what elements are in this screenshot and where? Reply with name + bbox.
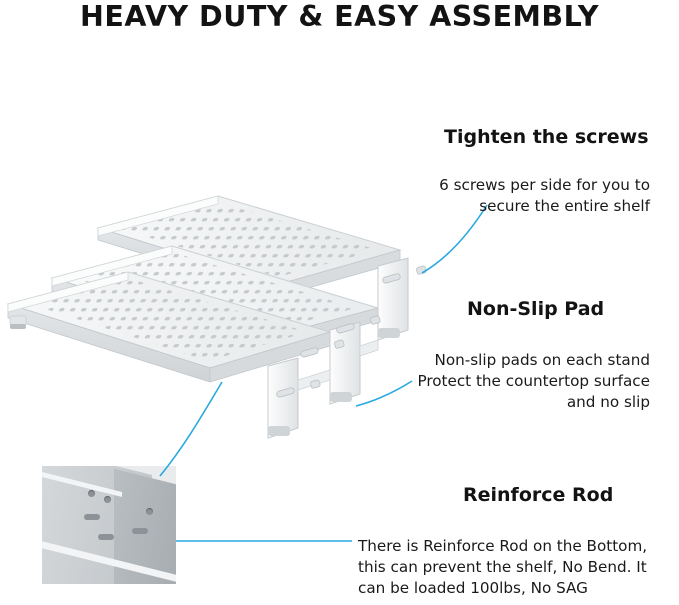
closeup-hole — [146, 508, 153, 515]
closeup-slot — [132, 528, 148, 534]
closeup-slot — [98, 534, 114, 540]
closeup-slot — [84, 514, 100, 520]
page-title: HEAVY DUTY & EASY ASSEMBLY — [80, 0, 599, 33]
body-tighten-the-screws: 6 screws per side for you to secure the entire shelf — [439, 176, 650, 215]
body-non-slip-pad: Non-slip pads on each stand Protect the countertop surface and no slip — [417, 351, 650, 411]
body-reinforce-rod: There is Reinforce Rod on the Bottom, this can prevent the shelf, No Bend. It can be loaded 100lbs, No SAG — [358, 537, 648, 597]
closeup-hole — [88, 490, 95, 497]
heading-tighten-the-screws: Tighten the screws — [444, 126, 649, 148]
product-illustration — [0, 180, 430, 450]
heading-reinforce-rod: Reinforce Rod — [463, 484, 614, 506]
reinforce-rod-closeup — [42, 466, 176, 584]
closeup-hole — [104, 496, 111, 503]
heading-non-slip-pad: Non-Slip Pad — [467, 298, 605, 320]
